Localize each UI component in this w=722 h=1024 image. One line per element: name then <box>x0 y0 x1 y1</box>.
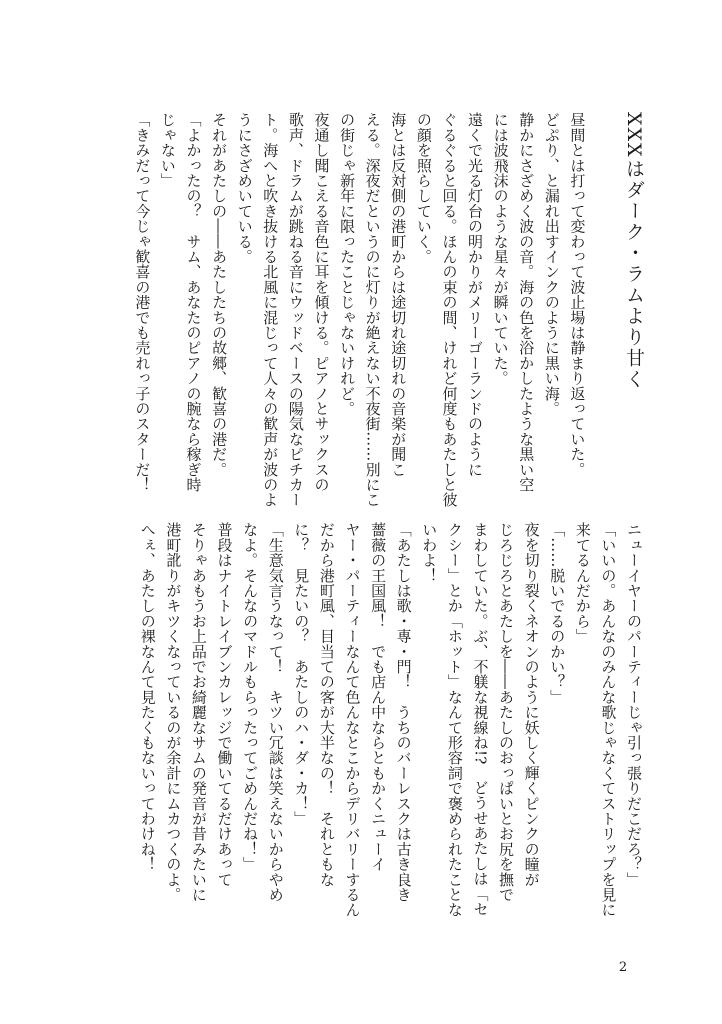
paragraph-line: の街じゃ新年に限ったことじゃないけれど。 <box>338 112 357 416</box>
paragraph-line: クシー」とか「ホット」なんて形容詞で褒められたことな <box>445 522 464 918</box>
paragraph-line: じゃない」 <box>158 112 177 188</box>
paragraph-line: 昼間とは打って変わって波止場は静まり返っていた。 <box>568 112 587 477</box>
paragraph-line: 夜通し聞こえる音色に耳を傾ける。ピアノとサックスの <box>312 112 331 492</box>
paragraph-line: 港町訛りがキツくなっているのが余計にムカつくのよ。 <box>164 522 183 902</box>
paragraph-line: 来てるんだから」 <box>573 522 592 644</box>
paragraph-line: ぐるぐると回る。ほんの束の間、けれど何度もあたしと彼 <box>440 112 459 508</box>
paragraph-line: に？ 見たいの？ あたしのハ・ダ・カ！」 <box>292 522 311 826</box>
paragraph-line: だから港町風、目当ての客が大半なの！ それともな <box>317 522 336 887</box>
paragraph-line: じろじろとあたしを――あたしのおっぱいとお尻を撫で <box>497 522 516 902</box>
page-number: 2 <box>618 960 628 975</box>
paragraph-line: それがあたしの――あたしたちの故郷、歓喜の港だ。 <box>210 112 229 477</box>
paragraph-line: そりゃあもうお上品でお綺麗なサムの発音が昔みたいに <box>189 522 208 902</box>
paragraph-line: 普段はナイトレイブンカレッジで働いてるだけあって <box>215 522 234 887</box>
upper-text-block <box>129 112 646 508</box>
paragraph-line: 「……脱いでるのかい？」 <box>548 522 567 705</box>
paragraph-line: 「いいの。あんなのみんな歌じゃなくてストリップを見に <box>599 522 618 918</box>
paragraph-line: の顔を照らしていく。 <box>414 112 433 264</box>
paragraph-line: ヤー・パーティーなんて色んなとこからデリバリーするん <box>343 522 362 918</box>
paragraph-line: には波飛沫のような星々が瞬いていた。 <box>491 112 510 386</box>
paragraph-line: どぷり、と漏れ出すインクのように黒い海。 <box>542 112 561 416</box>
paragraph-line: ニューイヤーのパーティーじゃ引っ張りだこだろ？」 <box>625 522 643 887</box>
chapter-title: XXXはダーク・ラムより甘く <box>623 112 645 390</box>
paragraph-line: 「あたしは歌・専・門！ うちのバーレスクは古き良き <box>394 522 413 902</box>
paragraph-line: ト。海へと吹き抜ける北風に混じって人々の歓声が波のよ <box>261 112 280 508</box>
paragraph-line: 海とは反対側の港町からは途切れ途切れの音楽が聞こ <box>389 112 408 477</box>
paragraph-line: 薔薇の王国風！ でも店ん中ならともかくニューイ <box>369 522 388 872</box>
paragraph-line: 「きみだって今じゃ歓喜の港でも売れっ子のスターだ！ <box>133 112 152 492</box>
paragraph-line: いわよ！ <box>420 522 439 583</box>
paragraph-line: 「よかったの？ サム、あなたのピアノの腕なら稼ぎ時 <box>184 112 203 492</box>
paragraph-line: 「生意気言うなって！ キツい冗談は笑えないからやめ <box>266 522 285 902</box>
paragraph-line: まわしていた。ぶ、不躾な視線ね!? どうせあたしは「セ <box>471 522 490 917</box>
lower-text-block <box>134 522 646 918</box>
paragraph-line: 歌声、ドラムが跳ねる音にウッドベースの陽気なピチカー <box>286 112 305 508</box>
paragraph-line: 遠くで光る灯台の明かりがメリーゴーランドのように <box>466 112 485 477</box>
paragraph-line: なよ。そんなのマドルもらったってごめんだね！」 <box>241 522 260 872</box>
paragraph-line: える。深夜だというのに灯りが絶えない不夜街……別にこ <box>363 112 382 508</box>
paragraph-line: 夜を切り裂くネオンのように妖しく輝くピンクの瞳が <box>522 522 541 887</box>
paragraph-line: 静かにさざめく波の音。海の色を浴かしたような黒い空 <box>517 112 536 492</box>
paragraph-line: へぇ、あたしの裸なんて見たくもないってわけね！ <box>138 522 157 872</box>
paragraph-line: うにさざめいている。 <box>235 112 254 264</box>
